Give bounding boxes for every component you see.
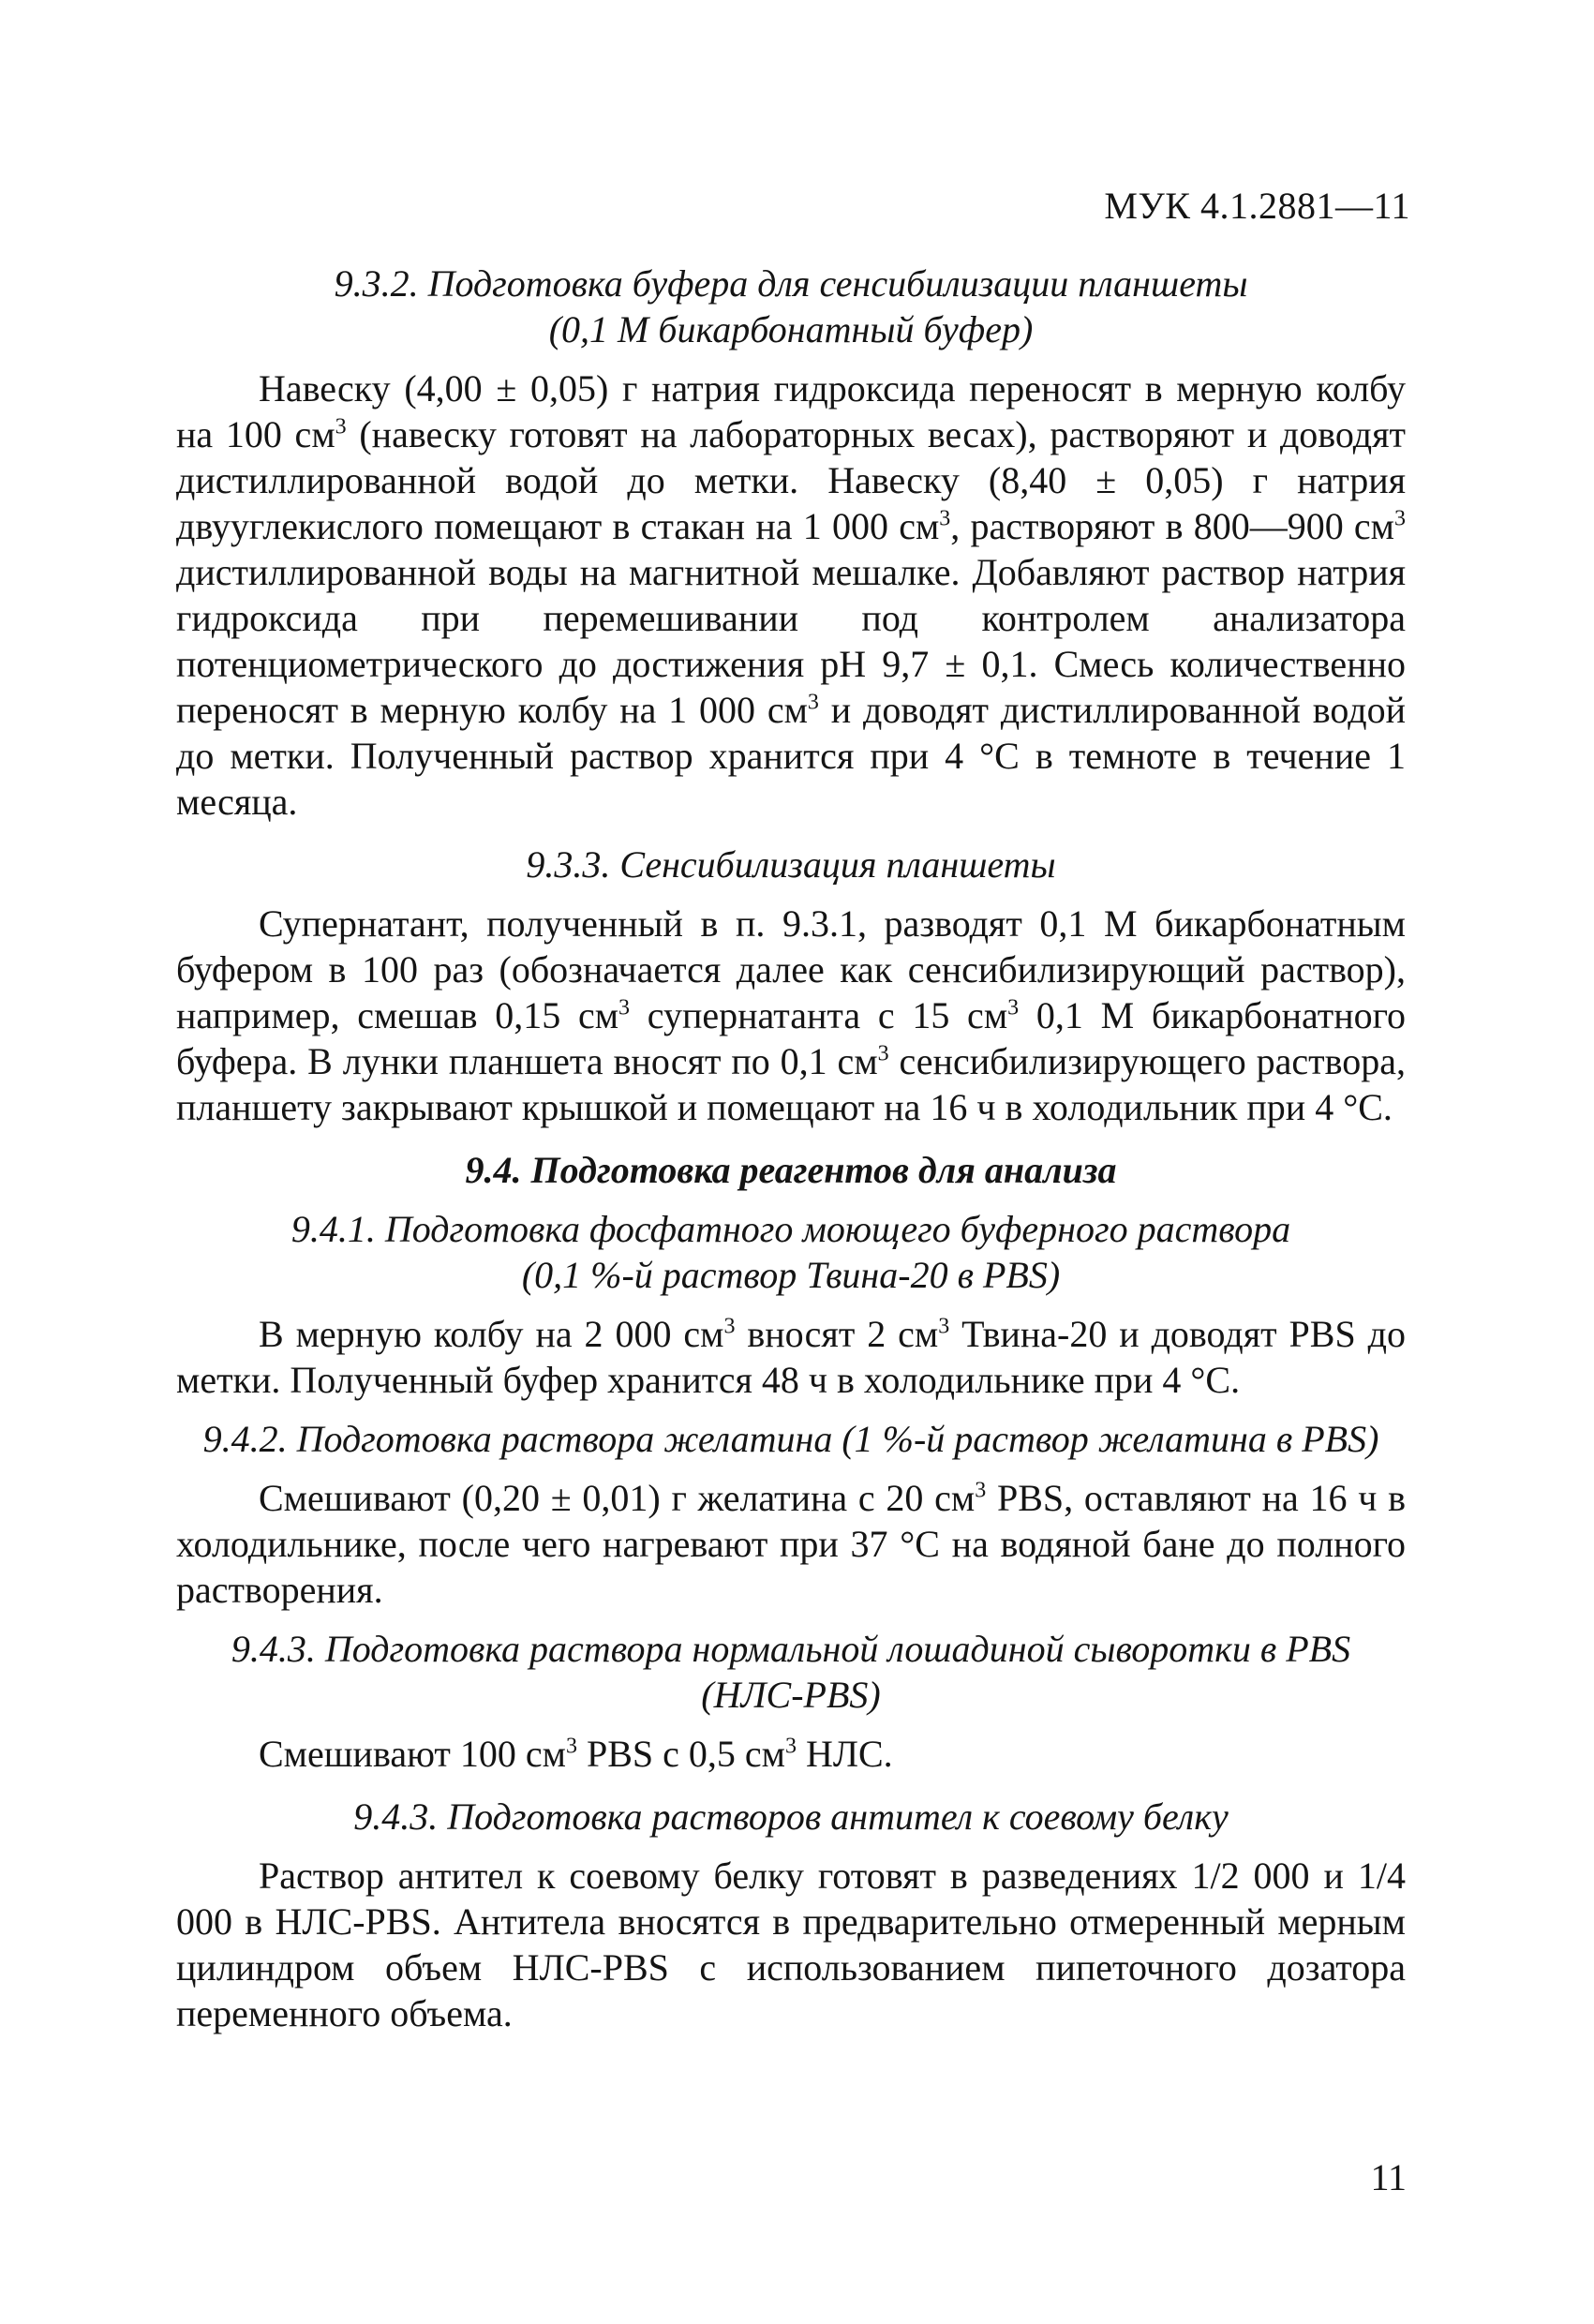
text-run: вносят 2 см	[735, 1313, 939, 1355]
text-run: Смешивают 100 см	[259, 1733, 566, 1775]
text-run: В мерную колбу на 2 000 см	[259, 1313, 724, 1355]
paragraph-gelatin-solution	[176, 1475, 1406, 1613]
superscript: 3	[784, 1734, 797, 1759]
page-content	[176, 261, 1406, 2036]
section-heading-9-4-3-antibodies: 9.4.3. Подготовка растворов антител к соевому белку	[353, 1795, 1229, 1838]
text-run: и доводят дистиллированной водой до метки. Полученный раствор хранится при 4 °С в темноте в течение 1 месяца.	[176, 689, 1406, 823]
section-heading-9-4-1	[176, 1206, 1406, 1298]
superscript: 3	[1394, 506, 1406, 531]
superscript: 3	[1007, 995, 1020, 1020]
superscript: 3	[877, 1041, 889, 1066]
heading-line: (0,1 %-й раствор Твина-20 в PBS)	[521, 1254, 1061, 1296]
text-run: Супернатант, полученный в п. 9.3.1, разводят 0,1 М бикарбонатным буфером в 100 раз (обозначается далее как сенсибилизирующий раствор), например, смешав 0,15 см	[176, 902, 1406, 1036]
text-run: сенсибилизирующего раствора, планшету закрывают крышкой и помещают на 16 ч в холодильник при 4 °С.	[176, 1040, 1407, 1128]
text-run: супернатанта с 15 см	[630, 994, 1008, 1036]
paragraph-bicarbonate-buffer	[176, 365, 1406, 825]
superscript: 3	[618, 995, 631, 1020]
text-run: дистиллированной воды на магнитной мешалке. Добавляют раствор натрия гидроксида при перемешивании под контролем анализатора потенциометрического до достижения pH 9,7 ± 0,1. Смесь количественно переносят в мерную колбу на 1 000 см	[176, 551, 1406, 731]
superscript: 3	[975, 1478, 987, 1503]
paragraph-horse-serum	[176, 1731, 1406, 1777]
text-run: PBS, оставляют на 16 ч в холодильнике, после чего нагревают при 37 °С на водяной бане до полного растворения.	[176, 1477, 1407, 1611]
paragraph-wash-buffer	[176, 1311, 1406, 1403]
text-run: Твина-20 и доводят PBS до метки. Полученный буфер хранится 48 ч в холодильнике при 4 °С.	[176, 1313, 1406, 1401]
superscript: 3	[807, 690, 819, 715]
text-run: Смешивают (0,20 ± 0,01) г желатина с 20 см	[259, 1477, 976, 1519]
section-heading-9-3-3: 9.3.3. Сенсибилизация планшеты	[526, 843, 1056, 886]
superscript: 3	[335, 414, 347, 439]
heading-line: 9.4.1. Подготовка фосфатного моющего буферного раствора	[290, 1208, 1291, 1250]
superscript: 3	[723, 1314, 736, 1339]
document-code: МУК 4.1.2881—11	[1104, 185, 1410, 227]
paragraph-plate-sensitization	[176, 901, 1406, 1130]
text-run: Навеску (4,00 ± 0,05) г натрия гидроксида переносят в мерную колбу на 100 см	[176, 367, 1406, 455]
text-run: , растворяют в 800—900 см	[950, 505, 1394, 547]
superscript: 3	[938, 1314, 950, 1339]
text-run: 0,1 М бикарбонатного буфера. В лунки планшета вносят по 0,1 см	[176, 994, 1407, 1082]
paragraph-antibody-solutions: Раствор антител к соевому белку готовят в разведениях 1/2 000 и 1/4 000 в НЛС-PBS. Антитела вносятся в предварительно отмеренный мерным цилиндром объем НЛС-PBS с использованием пипеточного дозатора переменного объема.	[176, 1855, 1406, 2034]
superscript: 3	[939, 506, 951, 531]
section-heading-9-3-2	[176, 261, 1406, 352]
heading-line: 9.4.3. Подготовка раствора нормальной лошадиной сыворотки в PBS	[231, 1628, 1351, 1670]
heading-line: 9.3.2. Подготовка буфера для сенсибилизации планшеты	[334, 262, 1248, 305]
heading-line: (НЛС-PBS)	[701, 1674, 881, 1716]
section-heading-9-4: 9.4. Подготовка реагентов для анализа	[465, 1149, 1117, 1191]
superscript: 3	[565, 1734, 577, 1759]
page-number: 11	[1370, 2156, 1407, 2198]
text-run: PBS с 0,5 см	[576, 1733, 785, 1775]
text-run: (навеску готовят на лабораторных весах), растворяют и доводят дистиллированной водой до метки. Навеску (8,40 ± 0,05) г натрия двууглекислого помещают в стакан на 1 000 см	[176, 413, 1407, 547]
heading-line: (0,1 М бикарбонатный буфер)	[548, 308, 1034, 350]
section-heading-9-4-2: 9.4.2. Подготовка раствора желатина (1 %-й раствор желатина в PBS)	[202, 1418, 1379, 1460]
text-run: НЛС.	[796, 1733, 893, 1775]
section-heading-9-4-3-serum	[176, 1626, 1406, 1718]
